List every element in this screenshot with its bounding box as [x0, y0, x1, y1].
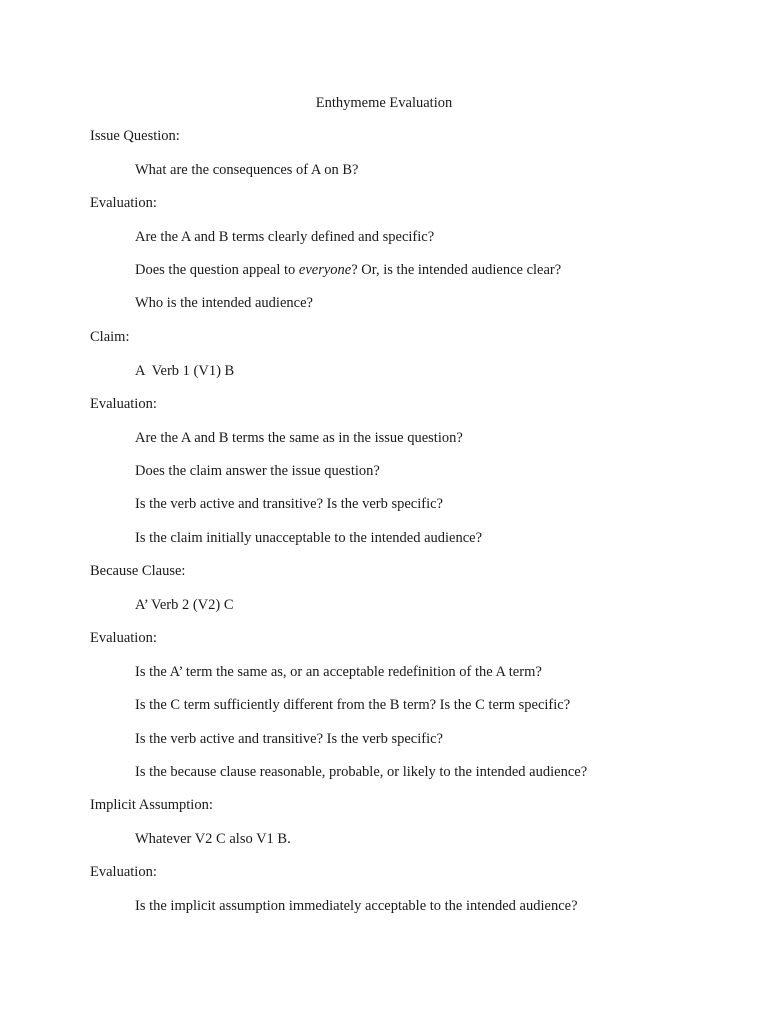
claim-heading: Claim: — [90, 329, 130, 345]
implicit-assumption-text: Whatever V2 C also V1 B. — [135, 831, 291, 847]
claim-evaluation-q2: Does the claim answer the issue question? — [135, 463, 380, 479]
issue-evaluation-q3: Who is the intended audience? — [135, 295, 313, 311]
implicit-assumption-heading: Implicit Assumption: — [90, 797, 213, 813]
claim-evaluation-q1: Are the A and B terms the same as in the issue question? — [135, 430, 463, 446]
assumption-evaluation-heading: Evaluation: — [90, 864, 157, 880]
issue-evaluation-q2 — [135, 260, 561, 280]
because-evaluation-heading: Evaluation: — [90, 630, 157, 646]
because-clause-text: A’ Verb 2 (V2) C — [135, 597, 234, 613]
claim-evaluation-q4: Is the claim initially unacceptable to the intended audience? — [135, 530, 483, 546]
because-evaluation-q2: Is the C term sufficiently different from the B term? Is the C term specific? — [135, 697, 571, 713]
issue-evaluation-q2-pre: Does the question appeal to — [135, 262, 299, 278]
assumption-evaluation-q1: Is the implicit assumption immediately acceptable to the intended audience? — [135, 898, 578, 914]
issue-evaluation-heading: Evaluation: — [90, 195, 157, 211]
because-evaluation-q4: Is the because clause reasonable, probable, or likely to the intended audience? — [135, 764, 588, 780]
because-clause-heading: Because Clause: — [90, 563, 186, 579]
issue-evaluation-q2-post: ? Or, is the intended audience clear? — [351, 262, 562, 278]
issue-evaluation-q1: Are the A and B terms clearly defined and specific? — [135, 229, 435, 245]
because-evaluation-q1: Is the A’ term the same as, or an acceptable redefinition of the A term? — [135, 664, 542, 680]
claim-text: A Verb 1 (V1) B — [135, 363, 235, 379]
document-title: Enthymeme Evaluation — [315, 95, 453, 111]
issue-evaluation-q2-emphasis: everyone — [298, 262, 352, 278]
issue-question-text: What are the consequences of A on B? — [135, 162, 359, 178]
because-evaluation-q3: Is the verb active and transitive? Is the verb specific? — [135, 731, 443, 747]
claim-evaluation-heading: Evaluation: — [90, 396, 157, 412]
issue-question-heading: Issue Question: — [90, 128, 180, 144]
claim-evaluation-q3: Is the verb active and transitive? Is the verb specific? — [135, 496, 443, 512]
